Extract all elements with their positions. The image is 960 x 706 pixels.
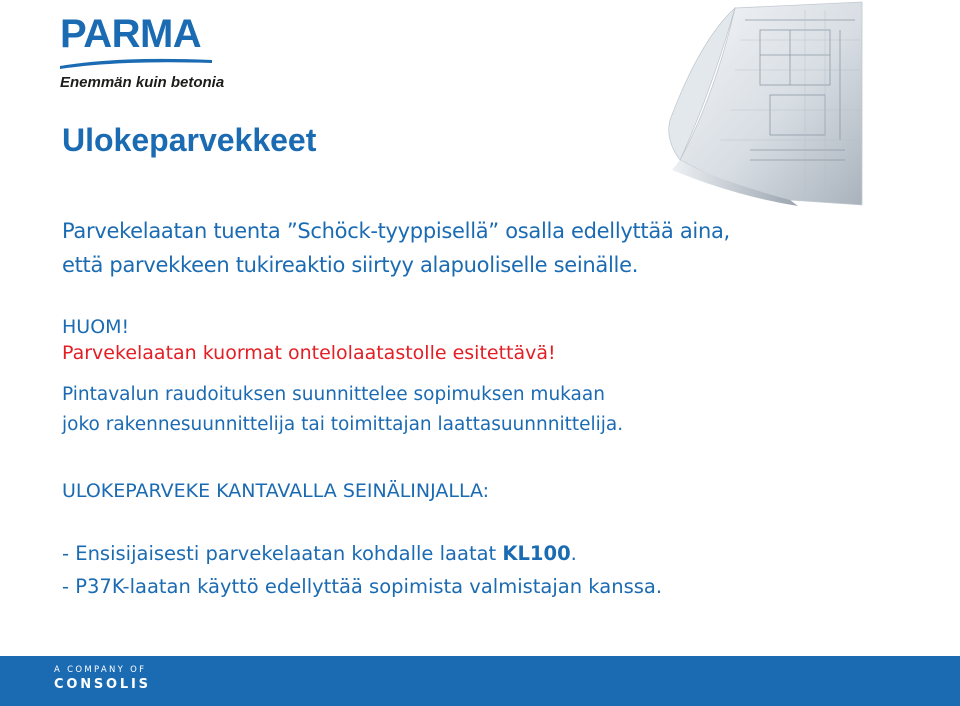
- notice-block: [62, 314, 556, 366]
- bullet-list: [62, 537, 662, 603]
- company-of-label: A COMPANY OF: [54, 665, 147, 675]
- section-heading: ULOKEPARVEKE KANTAVALLA SEINÄLINJALLA:: [62, 480, 490, 502]
- list-item-text: P37K-laatan käyttö edellyttää sopimista valmistajan kanssa.: [69, 575, 663, 598]
- list-item: [62, 537, 662, 570]
- list-item-bold: KL100: [502, 542, 571, 565]
- warning-text: Parvekelaatan kuormat ontelolaatastolle esitettävä!: [62, 342, 556, 364]
- huom-label: HUOM!: [62, 316, 130, 338]
- list-item-tail: .: [570, 542, 577, 565]
- dash-marker: -: [62, 575, 70, 598]
- parma-logo: [60, 12, 225, 91]
- logo-swoosh-icon: [60, 54, 212, 70]
- intro-paragraph: [62, 214, 730, 282]
- footer-bar: [0, 656, 960, 706]
- body-line: joko rakennesuunnittelija tai toimittajan laattasuunnnittelija.: [62, 414, 624, 435]
- body-line: Pintavalun raudoituksen suunnittelee sopimuksen mukaan: [62, 384, 605, 405]
- logo-tagline: Enemmän kuin betonia: [60, 74, 225, 91]
- list-item-text: Ensisijaisesti parvekelaatan kohdalle laatat: [69, 542, 503, 565]
- slide-title: Ulokeparvekkeet: [62, 122, 317, 158]
- intro-line: Parvekelaatan tuenta ”Schöck-tyyppisellä” osalla edellyttää aina,: [62, 219, 730, 243]
- logo-wordmark: PARMA: [60, 12, 202, 56]
- list-item: [62, 570, 662, 603]
- intro-line: että parvekkeen tukireaktio siirtyy alapuoliselle seinälle.: [62, 253, 639, 277]
- body-paragraph: [62, 380, 623, 440]
- blueprint-icon: [640, 0, 865, 210]
- dash-marker: -: [62, 542, 70, 565]
- consolis-logo: CONSOLIS: [54, 677, 151, 692]
